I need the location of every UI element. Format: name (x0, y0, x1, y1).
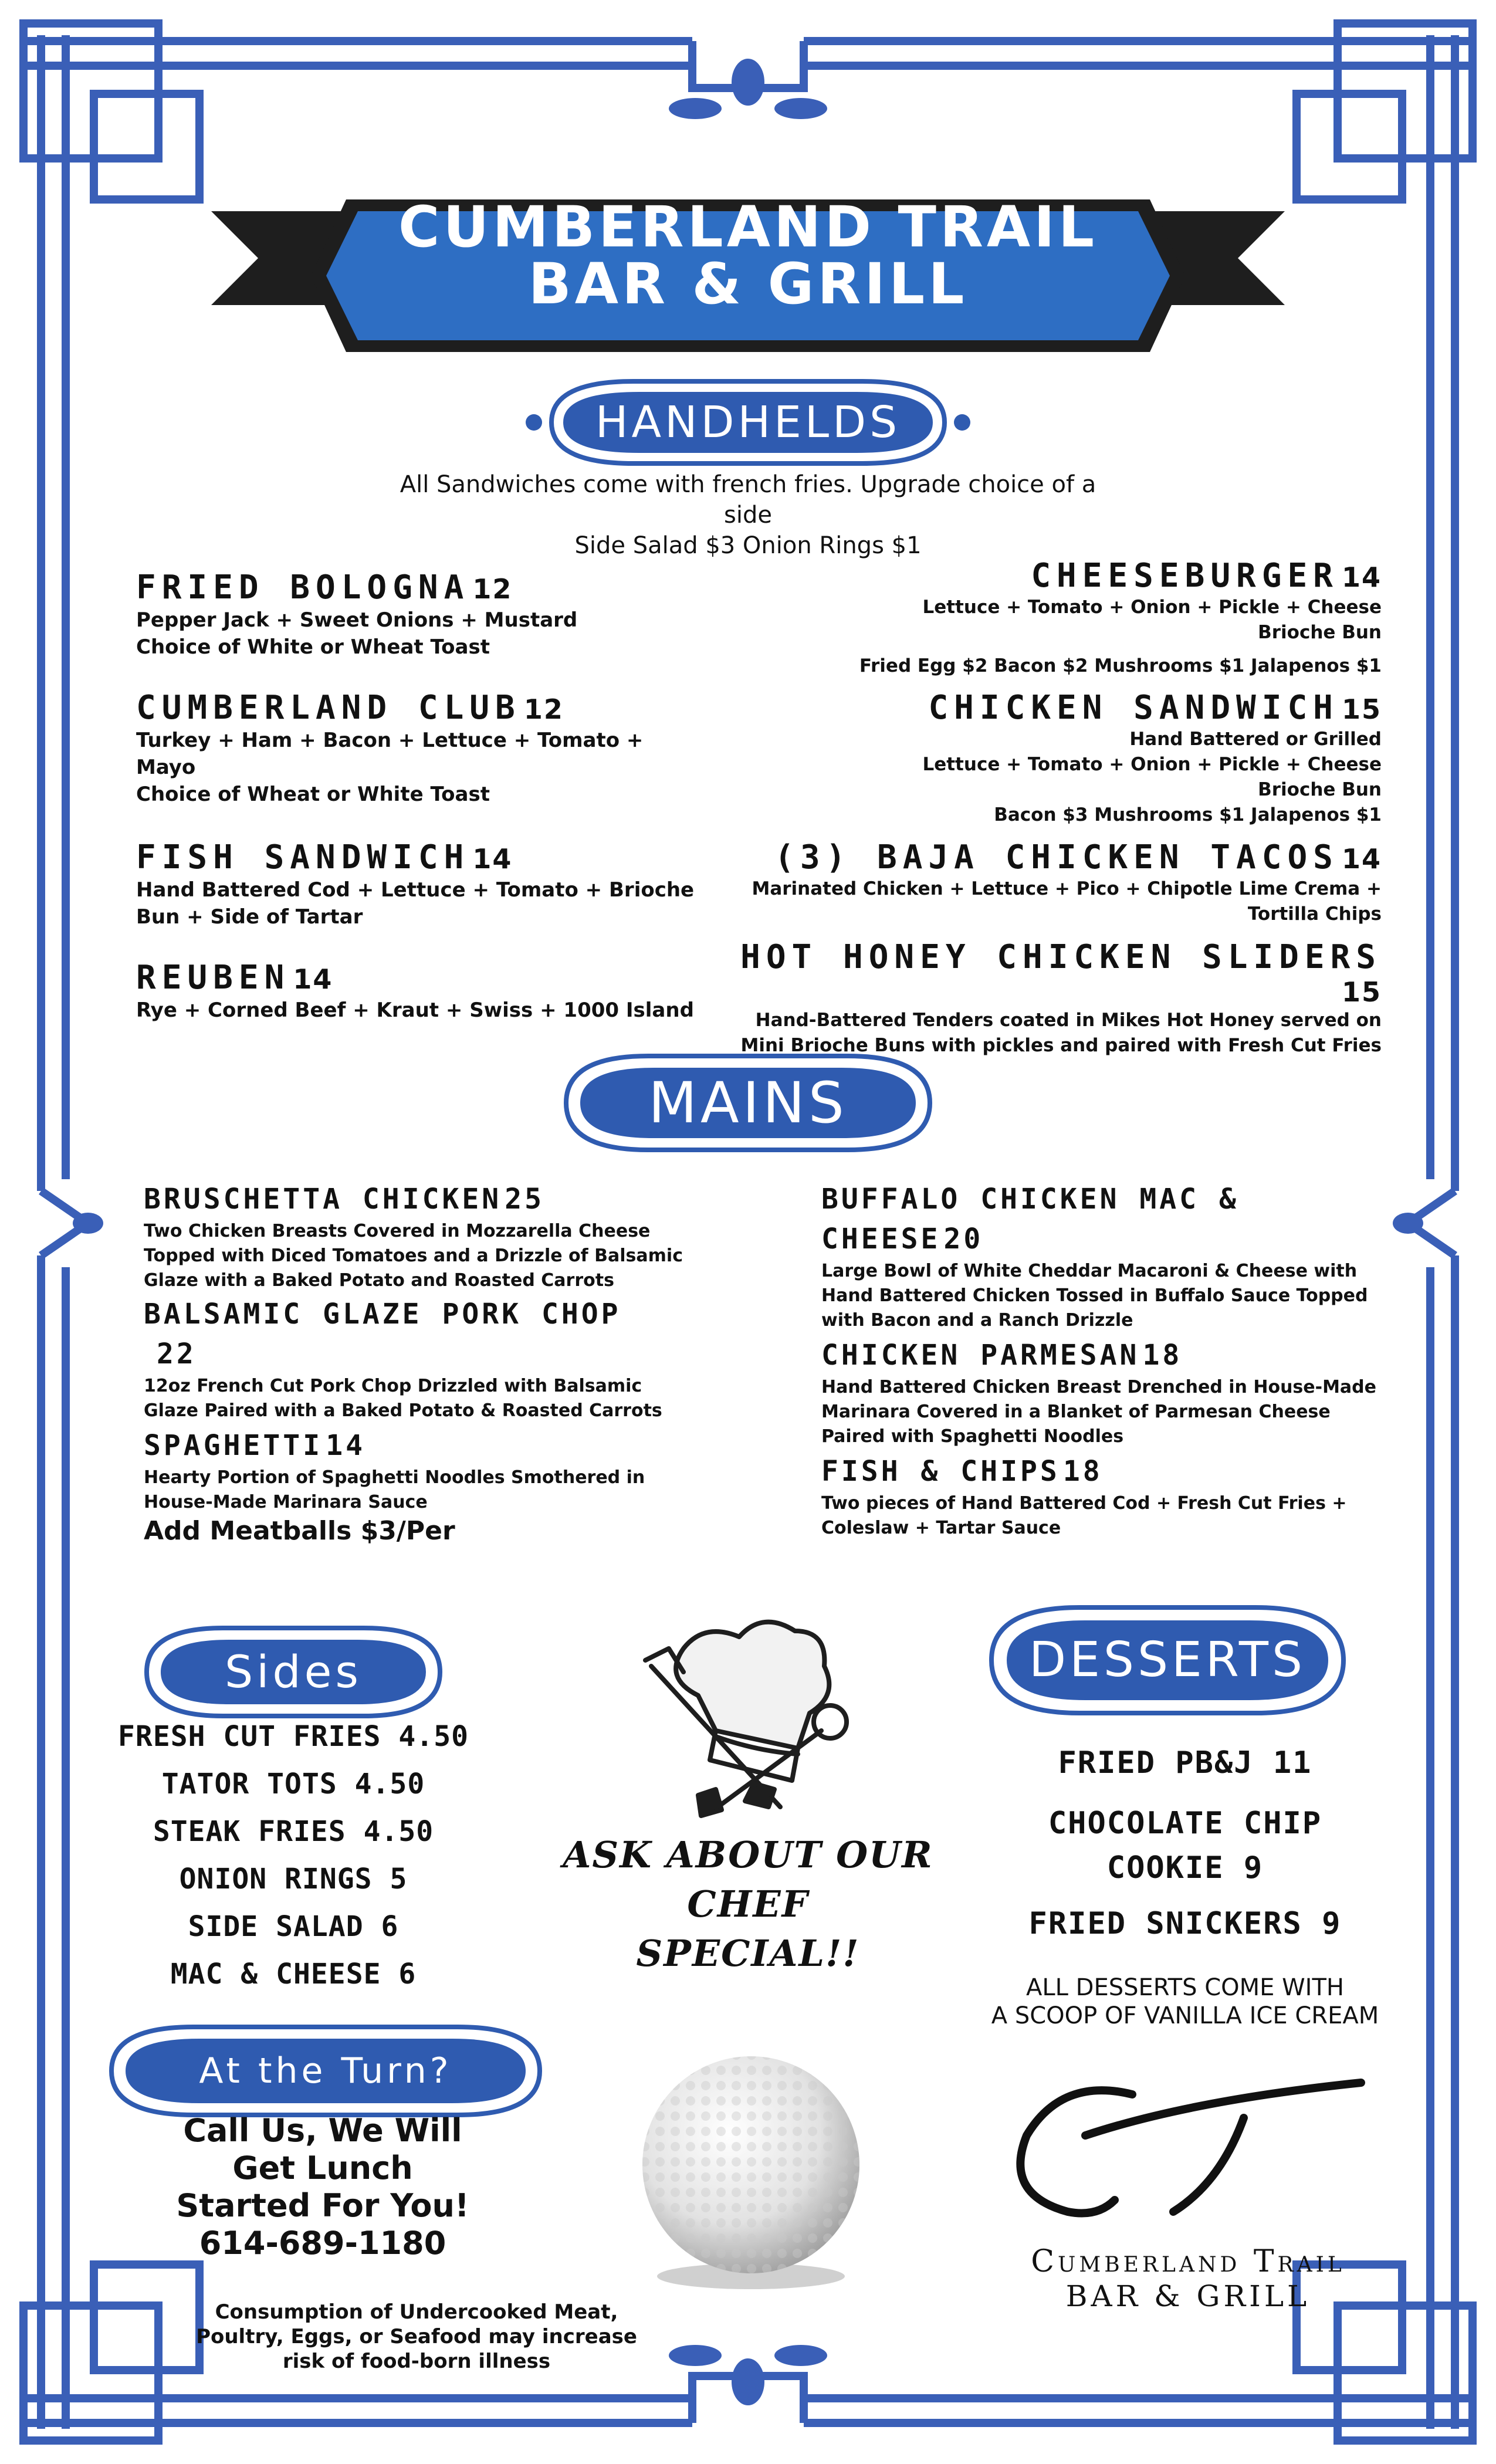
item-desc: House-Made Marinara Sauce (144, 1492, 428, 1512)
desserts-note-line: A SCOOP OF VANILLA ICE CREAM (991, 2002, 1379, 2029)
item-name-cont: CHEESE (821, 1223, 941, 1255)
page-title: CUMBERLAND TRAIL (398, 194, 1098, 260)
menu-item (144, 1294, 730, 1423)
dessert-item: FRIED PB&J 11 (1058, 1745, 1312, 1781)
handhelds-right-column (739, 557, 1382, 1058)
at-the-turn-info (129, 2112, 516, 2262)
intro-line: All Sandwiches come with french fries. Upgrade choice of a (400, 471, 1096, 498)
dessert-item-cont: COOKIE 9 (1106, 1850, 1264, 1886)
item-price: 22 (157, 1338, 197, 1370)
item-name: FISH & CHIPS (821, 1455, 1060, 1488)
item-price: 14 (472, 843, 513, 875)
item-price: 14 (293, 963, 333, 995)
item-addons: Fried Egg $2 Bacon $2 Mushrooms $1 Jalapenos $1 (859, 655, 1382, 676)
side-item: SIDE SALAD 6 (188, 1910, 399, 1943)
menu-item (739, 689, 1382, 839)
item-price: 14 (1341, 561, 1382, 593)
item-name: BUFFALO CHICKEN MAC & (821, 1183, 1239, 1216)
item-desc: Lettuce + Tomato + Onion + Pickle + Cheese (922, 597, 1382, 618)
item-name: HOT HONEY CHICKEN SLIDERS (740, 938, 1382, 976)
item-desc: Choice of White or Wheat Toast (136, 635, 490, 659)
at-the-turn-heading: At the Turn? (199, 2050, 452, 2091)
desserts-list (974, 1737, 1396, 2030)
item-price: 12 (472, 573, 513, 605)
item-desc: Coleslaw + Tartar Sauce (821, 1518, 1061, 1538)
item-desc: Brioche Bun (1258, 779, 1382, 800)
item-desc: Rye + Corned Beef + Kraut + Swiss + 1000 Island (136, 999, 694, 1022)
menu-item (739, 839, 1382, 939)
item-addon: Add Meatballs $3/Per (144, 1516, 455, 1546)
item-name: CHICKEN SANDWICH (928, 689, 1339, 727)
logo-tagline: BAR & GRILL (1065, 2279, 1311, 2313)
chef-special-note (499, 1830, 997, 1978)
item-price: 18 (1142, 1339, 1183, 1372)
intro-line: Side Salad $3 Onion Rings $1 (574, 532, 922, 559)
side-item: MAC & CHEESE 6 (170, 1958, 417, 1991)
item-name: REUBEN (136, 959, 290, 997)
dessert-item: FRIED SNICKERS 9 (1028, 1906, 1342, 1941)
menu-item (144, 1426, 730, 1548)
menu-item (739, 557, 1382, 689)
item-name: FISH SANDWICH (136, 838, 470, 876)
item-desc: Topped with Diced Tomatoes and a Drizzle of Balsamic (144, 1245, 683, 1266)
item-desc: with Bacon and a Ranch Drizzle (821, 1310, 1133, 1331)
menu-item (136, 959, 735, 1024)
dessert-item: CHOCOLATE CHIP (1048, 1806, 1322, 1841)
item-desc: Pepper Jack + Sweet Onions + Mustard (136, 608, 578, 632)
item-name: BALSAMIC GLAZE PORK CHOP (144, 1298, 621, 1331)
item-desc: Two Chicken Breasts Covered in Mozzarella Cheese (144, 1221, 651, 1241)
menu-item (144, 1179, 730, 1293)
chef-special-line: SPECIAL!! (636, 1932, 860, 1975)
item-desc: Hand Battered or Grilled (1129, 729, 1382, 750)
item-price: 25 (505, 1183, 545, 1216)
item-price: 20 (943, 1223, 984, 1255)
handhelds-left-column (136, 569, 735, 1024)
intro-line: side (724, 502, 772, 529)
item-desc: Paired with Spaghetti Noodles (821, 1426, 1124, 1447)
item-desc: Lettuce + Tomato + Onion + Pickle + Cheese (922, 754, 1382, 775)
item-desc: Marinara Covered in a Blanket of Parmesan Cheese (821, 1402, 1331, 1422)
item-name: CHICKEN PARMESAN (821, 1339, 1140, 1372)
item-desc: Turkey + Ham + Bacon + Lettuce + Tomato + (136, 729, 644, 752)
item-price: 15 (1341, 693, 1382, 725)
disclaimer-line: Poultry, Eggs, or Seafood may increase (196, 2325, 637, 2348)
golf-ball-icon (622, 2047, 880, 2294)
menu-item (821, 1179, 1396, 1333)
side-item: ONION RINGS 5 (179, 1863, 408, 1896)
item-desc: 12oz French Cut Pork Chop Drizzled with Balsamic (144, 1376, 642, 1396)
item-desc: Choice of Wheat or White Toast (136, 783, 490, 806)
phone-number[interactable]: 614-689-1180 (199, 2225, 446, 2262)
mains-heading: MAINS (648, 1070, 848, 1136)
item-price: 15 (1341, 976, 1382, 1008)
item-desc: Large Bowl of White Cheddar Macaroni & Cheese with (821, 1261, 1358, 1281)
chef-special-line: ASK ABOUT OUR CHEF (563, 1833, 933, 1925)
item-price: 14 (326, 1429, 365, 1462)
side-item: FRESH CUT FRIES 4.50 (118, 1720, 469, 1753)
item-desc: Mayo (136, 756, 196, 779)
item-addons: Bacon $3 Mushrooms $1 Jalapenos $1 (994, 804, 1382, 825)
turn-line: Call Us, We Will (183, 2112, 462, 2149)
item-desc: Glaze Paired with a Baked Potato & Roasted Carrots (144, 1400, 662, 1421)
menu-item (821, 1451, 1396, 1541)
menu-item (739, 939, 1382, 1058)
desserts-note (974, 1974, 1396, 2030)
item-desc: Hand-Battered Tenders coated in Mikes Hot Honey served on (755, 1010, 1382, 1031)
side-item: TATOR TOTS 4.50 (161, 1768, 425, 1800)
ct-logo-monogram (997, 2065, 1385, 2253)
sides-heading: Sides (225, 1646, 362, 1698)
turn-line: Started For You! (176, 2187, 469, 2224)
disclaimer-line: Consumption of Undercooked Meat, (215, 2300, 618, 2324)
item-desc: Hand Battered Chicken Tossed in Buffalo Sauce Topped (821, 1285, 1368, 1306)
handhelds-intro (329, 469, 1167, 561)
item-name: SPAGHETTI (144, 1429, 323, 1462)
item-price: 14 (1341, 843, 1382, 875)
item-desc: Hand Battered Cod + Lettuce + Tomato + Brioche (136, 878, 695, 902)
menu-item (136, 839, 735, 959)
item-desc: Hearty Portion of Spaghetti Noodles Smothered in (144, 1467, 645, 1488)
mains-right-column (821, 1179, 1396, 1541)
item-desc: Glaze with a Baked Potato and Roasted Carrots (144, 1270, 614, 1291)
item-name: (3) BAJA CHICKEN TACOS (774, 838, 1339, 876)
item-price: 12 (523, 693, 564, 725)
chef-hat-utensils-icon (628, 1613, 874, 1830)
turn-line: Get Lunch (232, 2150, 413, 2187)
item-desc: Two pieces of Hand Battered Cod + Fresh Cut Fries + (821, 1493, 1347, 1514)
mains-left-column (144, 1179, 730, 1548)
item-desc: Mini Brioche Buns with pickles and paired with Fresh Cut Fries (740, 1035, 1382, 1056)
item-desc: Marinated Chicken + Lettuce + Pico + Chipotle Lime Crema + (752, 878, 1382, 899)
menu-item (136, 569, 735, 689)
disclaimer-line: risk of food-born illness (282, 2350, 551, 2373)
item-name: BRUSCHETTA CHICKEN (144, 1183, 502, 1216)
item-desc: Brioche Bun (1258, 622, 1382, 643)
handhelds-heading: HANDHELDS (595, 397, 901, 448)
menu-item (136, 689, 735, 839)
item-desc: Hand Battered Chicken Breast Drenched in House-Made (821, 1377, 1376, 1397)
side-item: STEAK FRIES 4.50 (153, 1815, 434, 1848)
menu-item (821, 1335, 1396, 1449)
food-safety-disclaimer (194, 2300, 639, 2374)
sides-list (106, 1713, 481, 1998)
item-name: CHEESEBURGER (1031, 557, 1339, 595)
logo-name: Cumberland Trail (1031, 2244, 1345, 2279)
item-price: 18 (1062, 1455, 1103, 1488)
item-desc: Tortilla Chips (1247, 903, 1382, 925)
item-desc: Bun + Side of Tartar (136, 905, 363, 929)
desserts-heading: DESSERTS (1028, 1632, 1306, 1688)
desserts-note-line: ALL DESSERTS COME WITH (1026, 1974, 1344, 2001)
item-name: CUMBERLAND CLUB (136, 689, 521, 727)
page-subtitle: BAR & GRILL (528, 251, 968, 317)
item-name: FRIED BOLOGNA (136, 568, 470, 607)
